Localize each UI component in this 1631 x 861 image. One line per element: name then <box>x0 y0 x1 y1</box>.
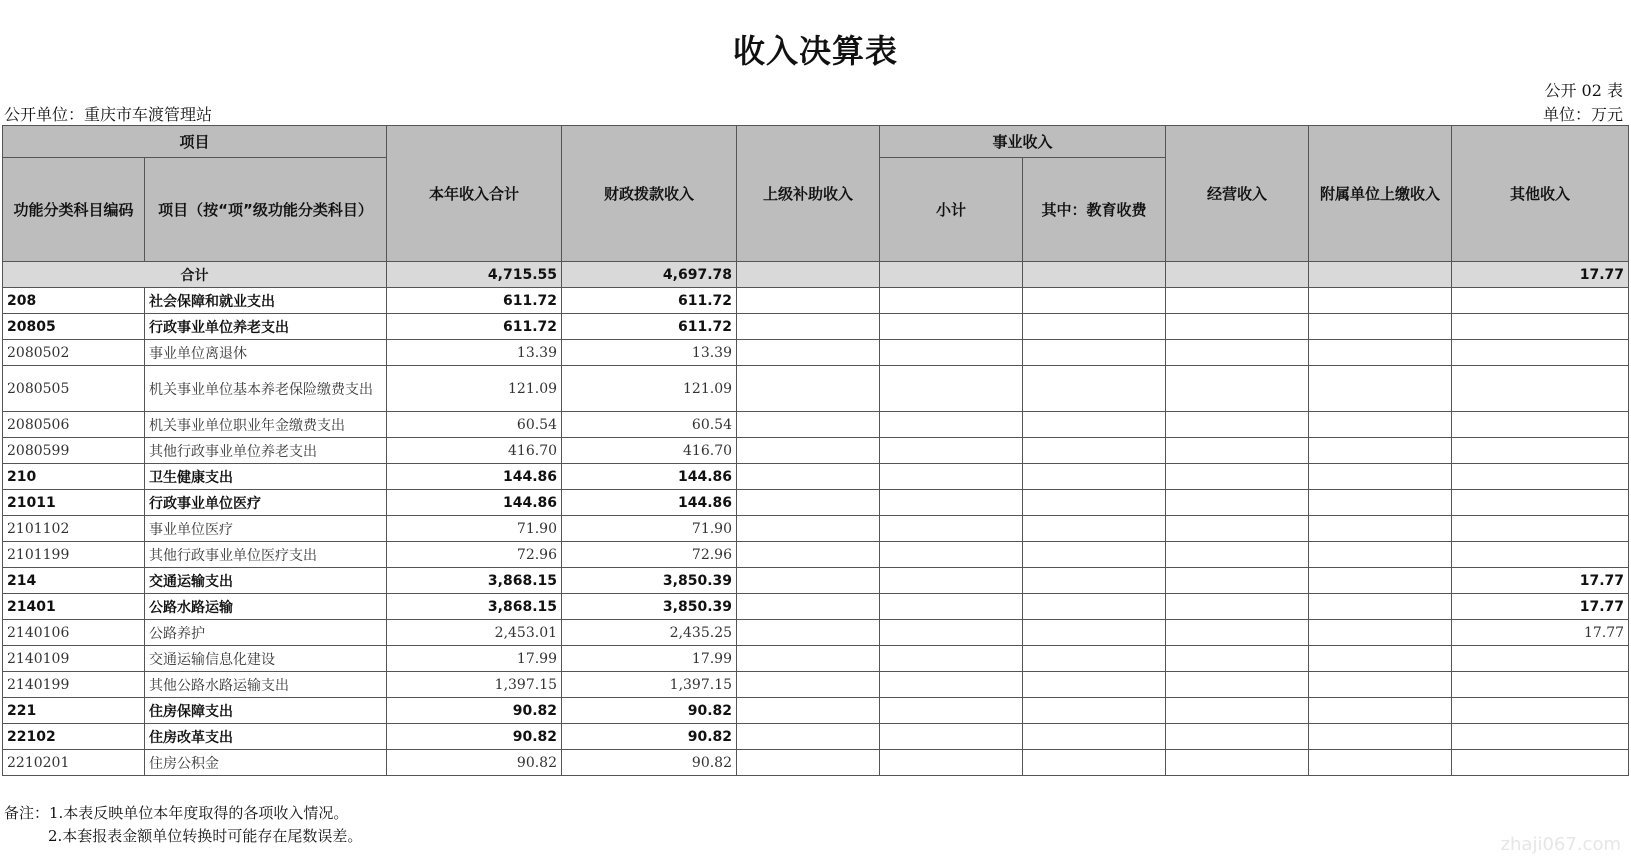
row-superior <box>737 314 880 340</box>
row-total: 71.90 <box>387 516 562 542</box>
row-total: 3,868.15 <box>387 594 562 620</box>
table-row <box>3 288 1629 314</box>
row-fiscal: 60.54 <box>562 412 737 438</box>
note-line-2: 2.本套报表金额单位转换时可能存在尾数误差。 <box>48 827 363 845</box>
row-subtotal <box>880 438 1023 464</box>
row-business <box>1166 464 1309 490</box>
row-total: 611.72 <box>387 314 562 340</box>
table-row <box>3 568 1629 594</box>
row-fiscal: 611.72 <box>562 288 737 314</box>
row-name: 事业单位医疗 <box>145 516 387 542</box>
table-row <box>3 594 1629 620</box>
row-subtotal <box>880 314 1023 340</box>
row-education <box>1023 594 1166 620</box>
table-row <box>3 490 1629 516</box>
row-superior <box>737 340 880 366</box>
row-name: 公路养护 <box>145 620 387 646</box>
row-other <box>1452 542 1629 568</box>
table-row <box>3 672 1629 698</box>
row-affiliate <box>1309 366 1452 412</box>
header-total-income: 本年收入合计 <box>387 126 562 262</box>
row-education <box>1023 412 1166 438</box>
row-affiliate <box>1309 568 1452 594</box>
row-business <box>1166 646 1309 672</box>
row-business <box>1166 516 1309 542</box>
row-affiliate <box>1309 288 1452 314</box>
row-subtotal <box>880 516 1023 542</box>
row-total: 416.70 <box>387 438 562 464</box>
row-superior <box>737 672 880 698</box>
row-education <box>1023 620 1166 646</box>
row-total: 60.54 <box>387 412 562 438</box>
row-education <box>1023 672 1166 698</box>
table-row <box>3 516 1629 542</box>
row-superior <box>737 646 880 672</box>
total-label: 合计 <box>3 262 387 288</box>
table-row <box>3 724 1629 750</box>
row-subtotal <box>880 750 1023 776</box>
header-subtotal: 小计 <box>880 158 1023 262</box>
table-row <box>3 314 1629 340</box>
row-business <box>1166 314 1309 340</box>
row-superior <box>737 542 880 568</box>
row-business <box>1166 672 1309 698</box>
row-name: 公路水路运输 <box>145 594 387 620</box>
total-education <box>1023 262 1166 288</box>
row-total: 611.72 <box>387 288 562 314</box>
total-superior <box>737 262 880 288</box>
row-name: 其他公路水路运输支出 <box>145 672 387 698</box>
row-education <box>1023 516 1166 542</box>
income-table <box>2 125 1629 776</box>
table-row <box>3 750 1629 776</box>
row-subtotal <box>880 698 1023 724</box>
table-row <box>3 542 1629 568</box>
row-total: 2,453.01 <box>387 620 562 646</box>
row-affiliate <box>1309 750 1452 776</box>
row-education <box>1023 340 1166 366</box>
row-subtotal <box>880 464 1023 490</box>
header-career: 事业收入 <box>880 126 1166 158</box>
table-row <box>3 464 1629 490</box>
row-total: 3,868.15 <box>387 568 562 594</box>
row-affiliate <box>1309 464 1452 490</box>
row-other <box>1452 698 1629 724</box>
row-subtotal <box>880 620 1023 646</box>
header-business: 经营收入 <box>1166 126 1309 262</box>
row-total: 90.82 <box>387 698 562 724</box>
row-code: 2080506 <box>3 412 145 438</box>
row-fiscal: 3,850.39 <box>562 568 737 594</box>
row-code: 22102 <box>3 724 145 750</box>
row-superior <box>737 464 880 490</box>
row-fiscal: 90.82 <box>562 724 737 750</box>
row-affiliate <box>1309 542 1452 568</box>
currency-unit: 单位：万元 <box>1542 105 1623 124</box>
row-other <box>1452 646 1629 672</box>
reporting-unit: 公开单位：重庆市车渡管理站 <box>4 105 213 124</box>
row-subtotal <box>880 542 1023 568</box>
total-fiscal: 4,697.78 <box>562 262 737 288</box>
row-education <box>1023 438 1166 464</box>
row-business <box>1166 490 1309 516</box>
row-code: 214 <box>3 568 145 594</box>
row-business <box>1166 568 1309 594</box>
row-business <box>1166 698 1309 724</box>
row-fiscal: 17.99 <box>562 646 737 672</box>
row-other: 17.77 <box>1452 620 1629 646</box>
row-education <box>1023 698 1166 724</box>
row-superior <box>737 366 880 412</box>
row-affiliate <box>1309 490 1452 516</box>
row-business <box>1166 594 1309 620</box>
row-name: 社会保障和就业支出 <box>145 288 387 314</box>
row-other: 17.77 <box>1452 594 1629 620</box>
row-name: 行政事业单位养老支出 <box>145 314 387 340</box>
row-total: 17.99 <box>387 646 562 672</box>
row-superior <box>737 516 880 542</box>
row-code: 20805 <box>3 314 145 340</box>
row-name: 卫生健康支出 <box>145 464 387 490</box>
row-fiscal: 416.70 <box>562 438 737 464</box>
header-education: 其中：教育收费 <box>1023 158 1166 262</box>
row-fiscal: 144.86 <box>562 464 737 490</box>
row-code: 221 <box>3 698 145 724</box>
row-other <box>1452 340 1629 366</box>
row-other <box>1452 724 1629 750</box>
row-education <box>1023 646 1166 672</box>
total-business <box>1166 262 1309 288</box>
table-row <box>3 646 1629 672</box>
row-total: 121.09 <box>387 366 562 412</box>
row-subtotal <box>880 568 1023 594</box>
row-education <box>1023 366 1166 412</box>
row-affiliate <box>1309 646 1452 672</box>
row-other: 17.77 <box>1452 568 1629 594</box>
row-business <box>1166 542 1309 568</box>
header-superior: 上级补助收入 <box>737 126 880 262</box>
row-total: 1,397.15 <box>387 672 562 698</box>
row-fiscal: 90.82 <box>562 698 737 724</box>
row-name: 机关事业单位职业年金缴费支出 <box>145 412 387 438</box>
row-other <box>1452 516 1629 542</box>
row-code: 2080505 <box>3 366 145 412</box>
header-other: 其他收入 <box>1452 126 1629 262</box>
row-other <box>1452 412 1629 438</box>
row-subtotal <box>880 672 1023 698</box>
row-fiscal: 121.09 <box>562 366 737 412</box>
row-fiscal: 3,850.39 <box>562 594 737 620</box>
total-subtotal <box>880 262 1023 288</box>
row-name: 住房公积金 <box>145 750 387 776</box>
row-affiliate <box>1309 438 1452 464</box>
row-superior <box>737 620 880 646</box>
row-affiliate <box>1309 516 1452 542</box>
row-code: 21011 <box>3 490 145 516</box>
row-superior <box>737 698 880 724</box>
row-business <box>1166 620 1309 646</box>
row-code: 2140106 <box>3 620 145 646</box>
row-name: 交通运输信息化建设 <box>145 646 387 672</box>
row-superior <box>737 412 880 438</box>
row-fiscal: 90.82 <box>562 750 737 776</box>
row-affiliate <box>1309 724 1452 750</box>
row-superior <box>737 724 880 750</box>
header-name: 项目（按“项”级功能分类科目） <box>145 158 387 262</box>
row-other <box>1452 464 1629 490</box>
row-name: 其他行政事业单位养老支出 <box>145 438 387 464</box>
row-subtotal <box>880 366 1023 412</box>
total-row <box>3 262 1629 288</box>
header-code: 功能分类科目编码 <box>3 158 145 262</box>
header-fiscal: 财政拨款收入 <box>562 126 737 262</box>
row-subtotal <box>880 594 1023 620</box>
row-subtotal <box>880 724 1023 750</box>
total-affiliate <box>1309 262 1452 288</box>
table-row <box>3 698 1629 724</box>
row-code: 2101102 <box>3 516 145 542</box>
row-name: 住房改革支出 <box>145 724 387 750</box>
row-total: 13.39 <box>387 340 562 366</box>
row-code: 210 <box>3 464 145 490</box>
row-education <box>1023 314 1166 340</box>
row-fiscal: 611.72 <box>562 314 737 340</box>
row-business <box>1166 340 1309 366</box>
note-line-1: 备注：1.本表反映单位本年度取得的各项收入情况。 <box>4 804 349 822</box>
row-name: 机关事业单位基本养老保险缴费支出 <box>145 366 387 412</box>
row-other <box>1452 750 1629 776</box>
page-title: 收入决算表 <box>732 32 898 70</box>
row-business <box>1166 750 1309 776</box>
row-code: 2080599 <box>3 438 145 464</box>
row-code: 208 <box>3 288 145 314</box>
row-total: 90.82 <box>387 750 562 776</box>
row-affiliate <box>1309 340 1452 366</box>
row-subtotal <box>880 646 1023 672</box>
row-affiliate <box>1309 412 1452 438</box>
row-affiliate <box>1309 620 1452 646</box>
row-affiliate <box>1309 314 1452 340</box>
row-business <box>1166 724 1309 750</box>
row-other <box>1452 490 1629 516</box>
row-total: 72.96 <box>387 542 562 568</box>
header-project: 项目 <box>3 126 387 158</box>
row-education <box>1023 464 1166 490</box>
row-other <box>1452 672 1629 698</box>
header-affiliate: 附属单位上缴收入 <box>1309 126 1452 262</box>
row-subtotal <box>880 340 1023 366</box>
row-affiliate <box>1309 594 1452 620</box>
row-superior <box>737 288 880 314</box>
total-other: 17.77 <box>1452 262 1629 288</box>
row-superior <box>737 750 880 776</box>
form-number: 公开 02 表 <box>1544 81 1623 100</box>
row-code: 2140199 <box>3 672 145 698</box>
row-fiscal: 2,435.25 <box>562 620 737 646</box>
row-education <box>1023 568 1166 594</box>
row-code: 21401 <box>3 594 145 620</box>
row-name: 行政事业单位医疗 <box>145 490 387 516</box>
row-fiscal: 13.39 <box>562 340 737 366</box>
row-business <box>1166 288 1309 314</box>
table-row <box>3 620 1629 646</box>
row-fiscal: 1,397.15 <box>562 672 737 698</box>
watermark: zhaji067.com <box>1500 834 1621 855</box>
row-education <box>1023 490 1166 516</box>
row-subtotal <box>880 412 1023 438</box>
row-subtotal <box>880 288 1023 314</box>
row-superior <box>737 568 880 594</box>
row-other <box>1452 366 1629 412</box>
row-fiscal: 71.90 <box>562 516 737 542</box>
row-affiliate <box>1309 698 1452 724</box>
row-other <box>1452 288 1629 314</box>
row-business <box>1166 412 1309 438</box>
row-name: 事业单位离退休 <box>145 340 387 366</box>
row-code: 2080502 <box>3 340 145 366</box>
total-total-income: 4,715.55 <box>387 262 562 288</box>
row-code: 2140109 <box>3 646 145 672</box>
row-education <box>1023 750 1166 776</box>
table-row <box>3 366 1629 412</box>
row-business <box>1166 366 1309 412</box>
table-row <box>3 438 1629 464</box>
notes <box>4 802 362 848</box>
row-subtotal <box>880 490 1023 516</box>
row-other <box>1452 438 1629 464</box>
row-code: 2210201 <box>3 750 145 776</box>
row-education <box>1023 724 1166 750</box>
row-fiscal: 72.96 <box>562 542 737 568</box>
row-superior <box>737 490 880 516</box>
table-row <box>3 340 1629 366</box>
row-total: 90.82 <box>387 724 562 750</box>
row-name: 其他行政事业单位医疗支出 <box>145 542 387 568</box>
row-other <box>1452 314 1629 340</box>
row-total: 144.86 <box>387 490 562 516</box>
row-superior <box>737 438 880 464</box>
row-total: 144.86 <box>387 464 562 490</box>
row-name: 住房保障支出 <box>145 698 387 724</box>
row-fiscal: 144.86 <box>562 490 737 516</box>
row-name: 交通运输支出 <box>145 568 387 594</box>
row-code: 2101199 <box>3 542 145 568</box>
row-education <box>1023 542 1166 568</box>
row-superior <box>737 594 880 620</box>
row-affiliate <box>1309 672 1452 698</box>
row-business <box>1166 438 1309 464</box>
row-education <box>1023 288 1166 314</box>
table-row <box>3 412 1629 438</box>
